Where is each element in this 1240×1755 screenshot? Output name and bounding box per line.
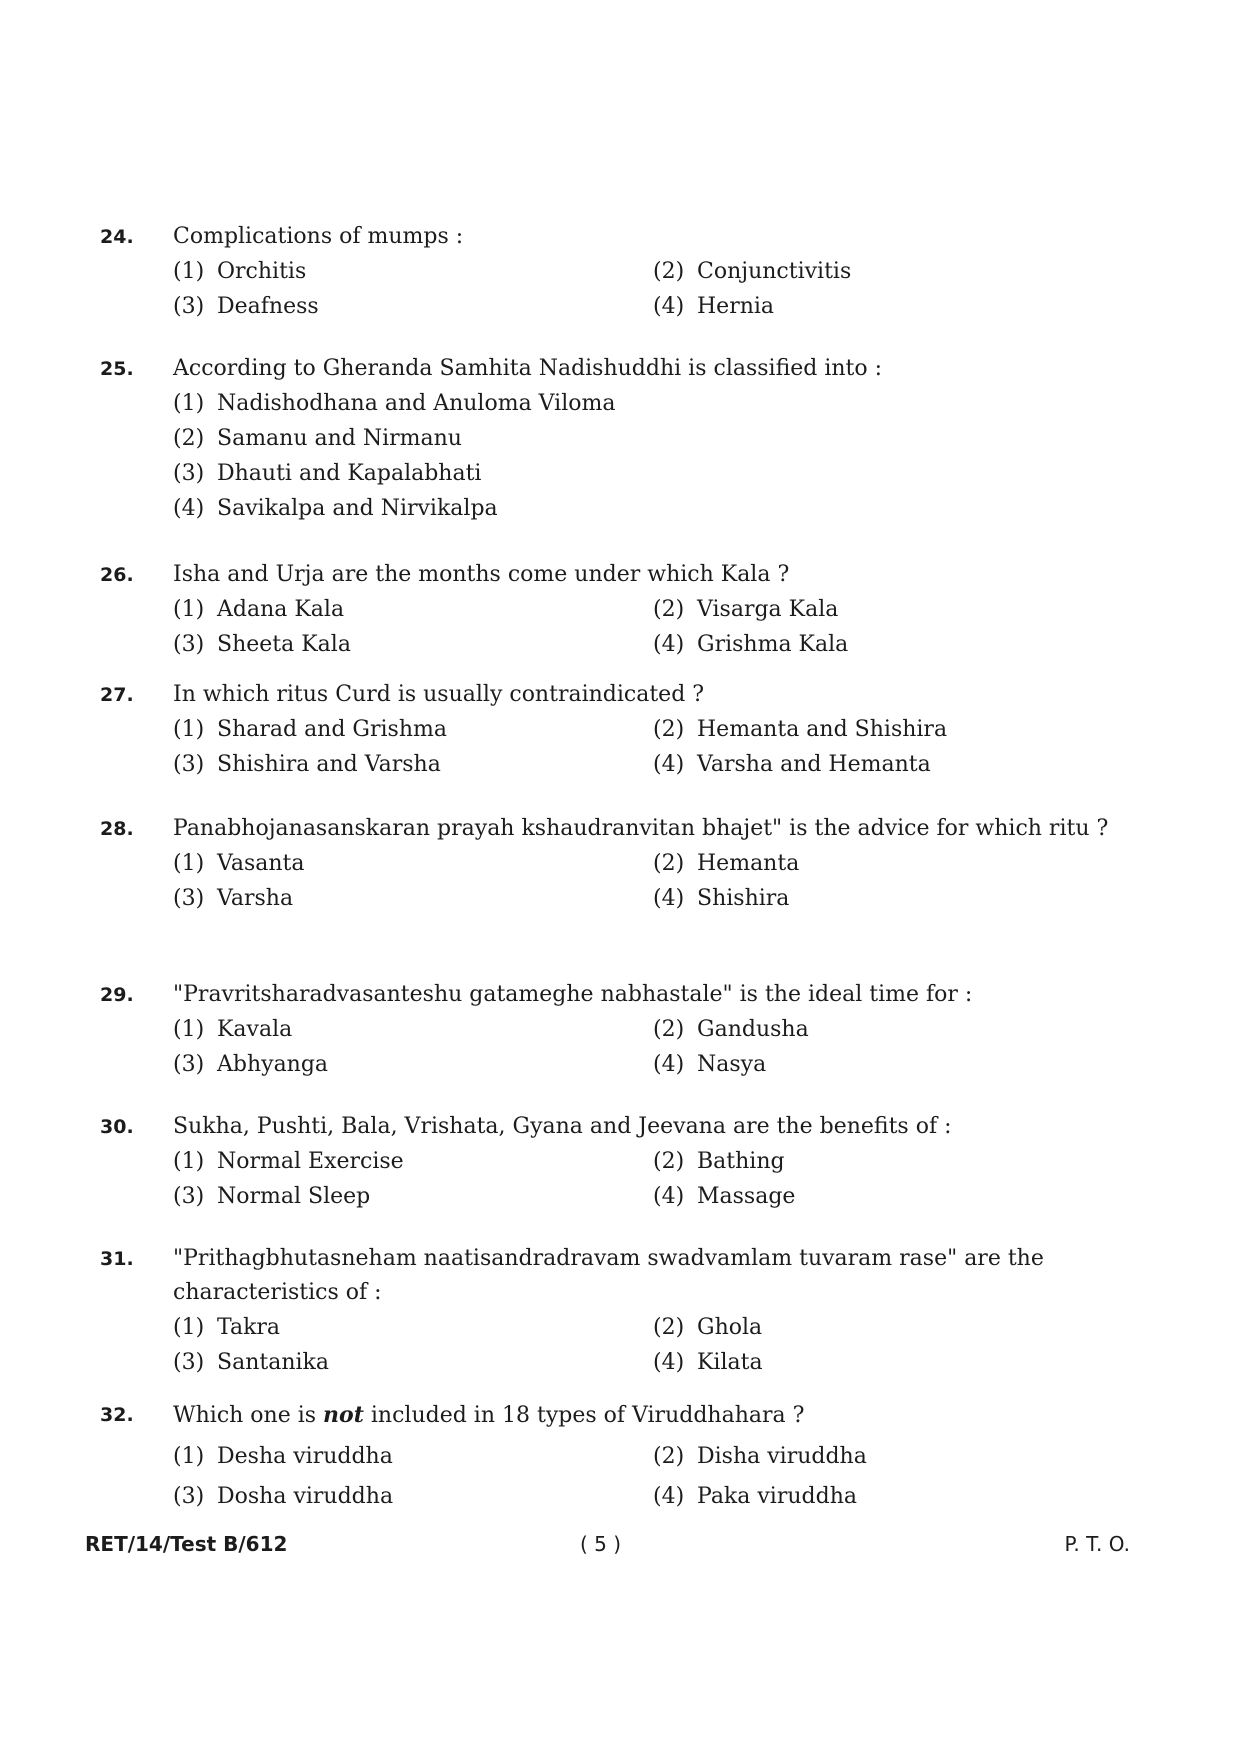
- option-3: (3) Dosha viruddha: [173, 1484, 394, 1509]
- question-number: 30.: [100, 1116, 134, 1138]
- question-text: Which one is not included in 18 types of Viruddhahara ?: [173, 1402, 805, 1428]
- question-text: Sukha, Pushti, Bala, Vrishata, Gyana and Jeevana are the benefits of :: [173, 1114, 952, 1139]
- option-2: (2) Ghola: [653, 1315, 763, 1340]
- option-4: (4) Nasya: [653, 1052, 767, 1077]
- question-text: "Pravritsharadvasanteshu gatameghe nabhastale" is the ideal time for :: [173, 982, 973, 1007]
- question-number: 25.: [100, 358, 134, 380]
- option-3: (3) Normal Sleep: [173, 1184, 371, 1209]
- option-2: (2) Bathing: [653, 1149, 785, 1174]
- question-26: [100, 558, 1120, 662]
- option-1: (1) Normal Exercise: [173, 1149, 404, 1174]
- question-31: [100, 1242, 1120, 1380]
- option-3: (3) Sheeta Kala: [173, 632, 351, 657]
- question-number: 29.: [100, 984, 134, 1006]
- question-29: [100, 978, 1120, 1082]
- option-4: (4) Hernia: [653, 294, 775, 319]
- question-text: Complications of mumps :: [173, 224, 464, 249]
- options: [173, 386, 1120, 526]
- emphasis-not: not: [323, 1402, 364, 1428]
- question-number: 27.: [100, 684, 134, 706]
- option-4: (4) Varsha and Hemanta: [653, 752, 931, 777]
- options: [173, 592, 1120, 662]
- option-3: (3) Varsha: [173, 886, 294, 911]
- question-text: "Prithagbhutasneham naatisandradravam swadvamlam tuvaram rase" are the characteristics of :: [173, 1246, 1044, 1305]
- option-3: (3) Dhauti and Kapalabhati: [173, 461, 482, 486]
- option-1: (1) Orchitis: [173, 259, 307, 284]
- question-number: 32.: [100, 1404, 134, 1426]
- option-1: (1) Takra: [173, 1315, 281, 1340]
- option-3: (3) Deafness: [173, 294, 319, 319]
- option-1: (1) Vasanta: [173, 851, 305, 876]
- option-1: (1) Desha viruddha: [173, 1444, 393, 1469]
- paper-code: RET/14/Test B/612: [85, 1532, 288, 1556]
- question-number: 24.: [100, 226, 134, 248]
- option-4: (4) Grishma Kala: [653, 632, 849, 657]
- question-text: According to Gheranda Samhita Nadishuddhi is classified into :: [173, 356, 883, 381]
- option-1: (1) Sharad and Grishma: [173, 717, 447, 742]
- question-27: [100, 678, 1120, 782]
- options: [173, 846, 1120, 916]
- options: [173, 712, 1120, 782]
- question-25: [100, 352, 1120, 526]
- option-3: (3) Shishira and Varsha: [173, 752, 441, 777]
- please-turn-over: P. T. O.: [1064, 1532, 1130, 1556]
- options: [173, 1437, 1120, 1517]
- option-4: (4) Massage: [653, 1184, 796, 1209]
- option-1: (1) Kavala: [173, 1017, 293, 1042]
- option-4: (4) Kilata: [653, 1350, 763, 1375]
- option-3: (3) Santanika: [173, 1350, 329, 1375]
- question-text: Panabhojanasanskaran prayah kshaudranvitan bhajet" is the advice for which ritu ?: [173, 816, 1109, 841]
- options: [173, 1012, 1120, 1082]
- option-2: (2) Samanu and Nirmanu: [173, 426, 462, 451]
- option-2: (2) Conjunctivitis: [653, 259, 852, 284]
- question-text: In which ritus Curd is usually contraindicated ?: [173, 682, 705, 707]
- option-3: (3) Abhyanga: [173, 1052, 329, 1077]
- question-30: [100, 1110, 1120, 1214]
- question-32: [100, 1398, 1120, 1517]
- question-24: [100, 220, 1120, 324]
- option-4: (4) Shishira: [653, 886, 790, 911]
- option-1: (1) Adana Kala: [173, 597, 345, 622]
- option-2: (2) Gandusha: [653, 1017, 809, 1042]
- option-2: (2) Disha viruddha: [653, 1444, 867, 1469]
- option-2: (2) Visarga Kala: [653, 597, 839, 622]
- options: [173, 1310, 1120, 1380]
- question-number: 26.: [100, 564, 134, 586]
- option-1: (1) Nadishodhana and Anuloma Viloma: [173, 391, 616, 416]
- page-footer: [85, 1532, 1130, 1562]
- option-4: (4) Paka viruddha: [653, 1484, 857, 1509]
- options: [173, 1144, 1120, 1214]
- option-4: (4) Savikalpa and Nirvikalpa: [173, 496, 498, 521]
- question-number: 28.: [100, 818, 134, 840]
- question-28: [100, 812, 1120, 916]
- question-text: Isha and Urja are the months come under which Kala ?: [173, 562, 790, 587]
- question-number: 31.: [100, 1248, 134, 1270]
- option-2: (2) Hemanta: [653, 851, 800, 876]
- option-2: (2) Hemanta and Shishira: [653, 717, 948, 742]
- options: [173, 254, 1120, 324]
- page-number: ( 5 ): [580, 1532, 622, 1556]
